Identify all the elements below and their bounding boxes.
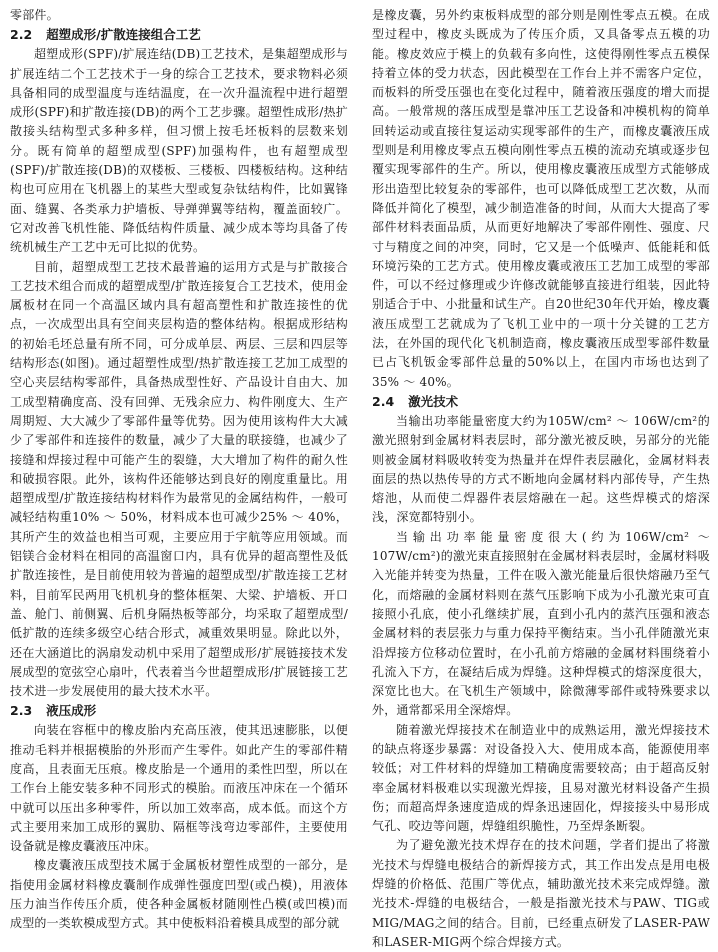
- section-title: 液压成形: [46, 703, 97, 719]
- left-column: [10, 6, 348, 934]
- paragraph-spf-db-intro: 超塑成形(SPF)/扩展连结(DB)工艺技术，是集超塑成形与扩展连结二个工艺技术于一身的综合工艺技术，要求物料必须具备相同的成型温度与连结温度，在一次升温流程中进行超塑成形(SPF)和扩散连接(DB)的两个工艺步骤。超塑性成形/热扩散接头结构型式多种多样，但习惯上按毛坯板料的层数来划分。既有简单的超塑成型(SPF)加强构件，也有超塑成型(SPF)/扩散连接(DB)的双楼板、三楼板、四楼板结构。这种结构也可应用在飞机器上的某些大型或复杂钛结构件，比如翼锋面、缝翼、各类承力护墙板、导弹弹翼等结构，覆盖面较广。它对改善飞机性能、降低结构件质量、减少成本等均具备了传统机械生产工艺中无可比拟的优势。: [10, 47, 348, 255]
- paragraph-rubber-pad-forming: 橡皮囊液压成型技术属于金属板材塑性成型的一部分，是指使用金属材料橡皮囊制作成弹性强度凹型(或凸模)，用液体压力油当作传压介质，使各种金属板材随刚性凸模(或凹模)而成型的一类软模成型方式。其中使板料沿着模具成型的部分就: [10, 858, 348, 931]
- section-number: 2.4: [372, 393, 395, 409]
- paragraph-conduction-welding: 当输出功率能量密度大约为105W/cm² ～ 106W/cm²的激光照射到金属材料表层时，部分激光被反映，另部分的光能则被金属材料吸收转变为热量并在焊件表层融化，金属材料表面层的热以热传导的方式不断地向金属材料内部传导，产生热熔池，从而使二焊器件表层熔融在一起。这些焊模式的熔深浅，深宽都特别小。: [372, 413, 710, 525]
- section-title: 超塑成形/扩散连接组合工艺: [46, 27, 201, 43]
- paragraph-laser-drawbacks: 随着激光焊接技术在制造业中的成熟运用，激光焊接技术的缺点将逐步暴露：对设备投入大、使用成本高，能源使用率较低；对工件材料的焊缝加工精确度需要较高；由于超高反射率金属材料极难以实现激光焊接，且易对激光材料设备产生损伤；而超高焊条速度造成的焊条迅速固化，焊接接头中易形成气孔、咬边等问题，焊缝组织脆性，乃至焊条断裂。: [372, 722, 710, 834]
- paragraph-hydroforming-intro: 向装在容框中的橡皮胎内充高压液，使其迅速膨胀，以便推动毛料并根据模胎的外形而产生零件。如此产生的零部件精度高，且表面无压痕。橡皮胎是一个通用的柔性凹型，所以在工作台上能安装多种不同形式的模胎。而液压冲床在一个循环中就可以压出多种零件，所以加工效率高，成本低。而这个方式主要用来加工成形的翼肋、隔框等浅弯边零部件，主要使用设备就是橡皮囊液压冲床。: [10, 723, 348, 854]
- section-number: 2.2: [10, 27, 33, 43]
- paragraph-hybrid-welding: 为了避免激光技术焊存在的技术问题，学者们提出了将激光技术与焊缝电极结合的新焊接方式，其工作出发点是用电极焊缝的价格低、范围广等优点，辅助激光技术来完成焊缝。激光技术-焊缝的电极结合，一般是指激光技术与PAW、TIG或MIG/MAG之间的结合。目前，已经重点研发了LASER-PAW和LASER-MIG两个综合焊接方式。: [372, 838, 710, 949]
- section-heading-2-3: [10, 701, 348, 721]
- section-heading-2-4: [372, 392, 710, 412]
- section-title: 激光技术: [408, 393, 459, 409]
- right-column: [372, 6, 710, 952]
- section-number: 2.3: [10, 703, 33, 719]
- section-heading-2-2: [10, 25, 348, 45]
- paragraph-intro-tail: 零部件。: [10, 8, 59, 22]
- paragraph-spf-db-applications: 目前，超塑成型工艺技术最普遍的运用方式是与扩散接合工艺技术组合而成的超塑成型/扩散连接复合工艺技术，使用金属板材在同一个高温区域内具有超高塑性和扩散连接性的优点，一次成型出具有空间夹层构造的整体结构。根据成形结构的初始毛坯总量有所不同，可分成单层、两层、三层和四层等结构形态(如图)。通过超塑性成型/热扩散连接工艺加工成型的空心夹层结构零部件，具备热成型性好、产品设计自由大、加工成型精确度高、没有回弹、无残余应力、构件刚度大、生产周期短、大大减少了零部件量等优势。因为使用该构件大大减少了零部件和连接件的数量，减少了大量的联接缝，也减少了接缝和焊接过程中可能产生的裂缝，大大增加了构件的耐久性和破损容限。此外，该构件还能够达到良好的刚度重量比。用超塑成型/扩散连接结构材料作为最常见的金属结构件，一般可减轻结构重10% ～ 50%，材料成本也可减少25% ～ 40%，其所产生的效益也相当可观，主要应用于宇航等应用领域。而铝镁合金材料在相同的高温窗口内，具有优异的超高塑性及低扩散连接性，是目前使用较为普遍的超塑成型/扩散连接工艺材料，目前军民两用飞机机身的整体框架、大梁、护墙板、开口盖、舱门、前侧翼、后机身隔热板等部分，均采取了超塑成型/低扩散的连续多级空心结合形式，减重效果明显。除此以外，还在大涵道比的涡扇发动机中采用了超塑成形/扩展链接技术发展成型的宽弦空心扇叶，代表着当今世超塑成形/扩展链接工艺技术进一步发展使用的最大技术水平。: [10, 259, 348, 699]
- paragraph-keyhole-welding: 当输出功率能量密度很大(约为106W/cm² ～ 107W/cm²)的激光束直接照射在金属材料表层时，金属材料吸入光能并转变为热量，工件在吸入激光能量后很快熔融乃至气化，而熔融的金属材料则在蒸气压影响下成为小孔激光束可直接照小孔底，使小孔继续扩展，直到小孔内的蒸汽压强和液态金属材料的表层张力与重力保持平衡结束。当小孔伴随激光束沿焊接方位移动位置时，在小孔前方熔融的金属材料围绕着小孔流入下方，在凝结后成为焊缝。这种焊模式的熔深度很大，深宽比也大。在飞机生产领域中，除微薄零部件或特殊要求以外，通常都采用全深熔焊。: [372, 529, 710, 718]
- paragraph-rubber-pad-continued: 是橡皮囊，另外约束板料成型的部分则是刚性零点五模。在成型过程中，橡皮头既成为了传压介质，又具备零点五模的功能。橡皮效应于模上的负载有多向性，这使得刚性零点五模保持着立体的受力状态，因此模型在工作台上并不需客户定位，而板料的所受压强也在变化过程中，随着液压强度的增大而提高。一般常规的落压成型是靠冲压工艺设备和冲模机构的简单回转运动或直接往复运动实现零部件的生产，而橡皮囊液压成型则是利用橡皮零点五模向刚性零点五模的流动充填或逐步包覆实现零部件的生产。所以，使用橡皮囊液压成型方式能够成形出造型比较复杂的零部件，也可以降低成型工艺次数，从而降低并简化了模型，减少制造准备的时间，从而大大提高了零部件材料表面品质，从而更好地解决了零部件刚性、强度、尺寸与精度之间的冲突，同时，它又是一个低噪声、低能耗和低环境污染的工艺方式。使用橡皮囊或液压工艺加工成型的零部件，可以不经过修理或少许修改就能够直接进行组装，因此特别适合于中、小批量和试生产。自20世纪30年代开始，橡皮囊液压成型工艺就成为了飞机工业中的一项十分关键的工艺方法，在外国的现代化飞机制造商，橡皮囊液压成型零部件数量已占飞机钣金零部件总量的50%以上，在国内市场也达到了35% ～ 40%。: [372, 8, 710, 389]
